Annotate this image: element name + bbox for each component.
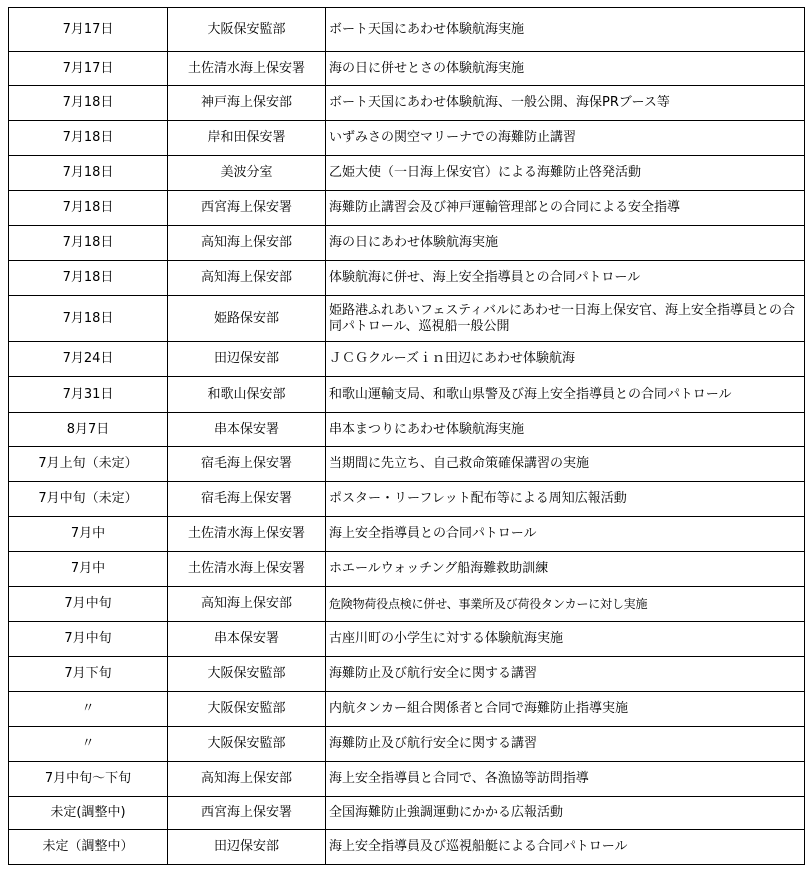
date-cell: 7月中旬	[9, 587, 168, 622]
activity-cell: 和歌山運輸支局、和歌山県警及び海上安全指導員との合同パトロール	[326, 377, 805, 413]
table-row	[9, 482, 805, 517]
office-cell: 土佐清水海上保安署	[168, 517, 326, 552]
office-cell: 串本保安署	[168, 413, 326, 447]
office-cell: 高知海上保安部	[168, 762, 326, 797]
table-row	[9, 552, 805, 587]
table-row	[9, 296, 805, 342]
table-row	[9, 797, 805, 830]
office-cell: 西宮海上保安署	[168, 797, 326, 830]
office-cell: 大阪保安監部	[168, 657, 326, 692]
activity-cell: ホエールウォッチング船海難救助訓練	[326, 552, 805, 587]
activity-cell: 内航タンカー組合関係者と合同で海難防止指導実施	[326, 692, 805, 727]
table-row	[9, 121, 805, 156]
office-cell: 岸和田保安署	[168, 121, 326, 156]
office-cell: 大阪保安監部	[168, 692, 326, 727]
office-cell: 高知海上保安部	[168, 587, 326, 622]
table-row	[9, 8, 805, 52]
activity-cell: 海難防止講習会及び神戸運輸管理部との合同による安全指導	[326, 191, 805, 226]
date-cell: 7月31日	[9, 377, 168, 413]
date-cell: 7月中旬	[9, 622, 168, 657]
activity-cell: ボート天国にあわせ体験航海、一般公開、海保PRブース等	[326, 86, 805, 121]
date-cell: 未定（調整中）	[9, 830, 168, 865]
activity-cell: 海難防止及び航行安全に関する講習	[326, 657, 805, 692]
table-row	[9, 692, 805, 727]
activity-cell: 海上安全指導員との合同パトロール	[326, 517, 805, 552]
date-cell: 7月中	[9, 517, 168, 552]
date-cell: 〃	[9, 727, 168, 762]
office-cell: 土佐清水海上保安署	[168, 552, 326, 587]
office-cell: 大阪保安監部	[168, 8, 326, 52]
date-cell: 7月17日	[9, 8, 168, 52]
date-cell: 7月18日	[9, 86, 168, 121]
activity-cell: 体験航海に併せ、海上安全指導員との合同パトロール	[326, 261, 805, 296]
table-row	[9, 261, 805, 296]
table-row	[9, 156, 805, 191]
activity-cell: 串本まつりにあわせ体験航海実施	[326, 413, 805, 447]
activity-cell: 乙姫大使（一日海上保安官）による海難防止啓発活動	[326, 156, 805, 191]
activity-cell: ＪＣＧクルーズｉｎ田辺にあわせ体験航海	[326, 342, 805, 377]
table-row	[9, 762, 805, 797]
activity-cell: 海上安全指導員と合同で、各漁協等訪問指導	[326, 762, 805, 797]
activity-cell: 海の日にあわせ体験航海実施	[326, 226, 805, 261]
activity-cell: 危険物荷役点検に併せ、事業所及び荷役タンカーに対し実施	[326, 587, 805, 622]
office-cell: 高知海上保安部	[168, 261, 326, 296]
table-row	[9, 226, 805, 261]
activity-cell: 海の日に併せとさの体験航海実施	[326, 52, 805, 86]
office-cell: 高知海上保安部	[168, 226, 326, 261]
date-cell: 8月7日	[9, 413, 168, 447]
office-cell: 神戸海上保安部	[168, 86, 326, 121]
office-cell: 美波分室	[168, 156, 326, 191]
date-cell: 7月中	[9, 552, 168, 587]
office-cell: 田辺保安部	[168, 830, 326, 865]
date-cell: 7月上旬（未定）	[9, 447, 168, 482]
table-row	[9, 86, 805, 121]
table-row	[9, 342, 805, 377]
activity-cell: 姫路港ふれあいフェスティバルにあわせ一日海上保安官、海上安全指導員との合同パトロール、巡視船一般公開	[326, 296, 805, 342]
date-cell: 7月中旬～下旬	[9, 762, 168, 797]
table-row	[9, 52, 805, 86]
activity-cell: いずみさの関空マリーナでの海難防止講習	[326, 121, 805, 156]
office-cell: 西宮海上保安署	[168, 191, 326, 226]
office-cell: 和歌山保安部	[168, 377, 326, 413]
date-cell: 〃	[9, 692, 168, 727]
office-cell: 宿毛海上保安署	[168, 447, 326, 482]
activity-cell: 海上安全指導員及び巡視船艇による合同パトロール	[326, 830, 805, 865]
table-row	[9, 413, 805, 447]
office-cell: 大阪保安監部	[168, 727, 326, 762]
table-row	[9, 587, 805, 622]
table-row	[9, 191, 805, 226]
activity-cell: 全国海難防止強調運動にかかる広報活動	[326, 797, 805, 830]
date-cell: 7月18日	[9, 156, 168, 191]
table-row	[9, 447, 805, 482]
office-cell: 田辺保安部	[168, 342, 326, 377]
office-cell: 串本保安署	[168, 622, 326, 657]
date-cell: 7月18日	[9, 261, 168, 296]
office-cell: 土佐清水海上保安署	[168, 52, 326, 86]
date-cell: 7月下旬	[9, 657, 168, 692]
activity-cell: 海難防止及び航行安全に関する講習	[326, 727, 805, 762]
activity-cell: 古座川町の小学生に対する体験航海実施	[326, 622, 805, 657]
date-cell: 未定(調整中)	[9, 797, 168, 830]
date-cell: 7月18日	[9, 296, 168, 342]
activity-cell: ポスター・リーフレット配布等による周知広報活動	[326, 482, 805, 517]
table-row	[9, 657, 805, 692]
schedule-table	[8, 7, 805, 865]
table-row	[9, 377, 805, 413]
date-cell: 7月17日	[9, 52, 168, 86]
date-cell: 7月18日	[9, 191, 168, 226]
table-row	[9, 727, 805, 762]
table-row	[9, 622, 805, 657]
date-cell: 7月中旬（未定）	[9, 482, 168, 517]
date-cell: 7月18日	[9, 121, 168, 156]
table-row	[9, 517, 805, 552]
date-cell: 7月18日	[9, 226, 168, 261]
activity-cell: 当期間に先立ち、自己救命策確保講習の実施	[326, 447, 805, 482]
schedule-table-body	[9, 8, 805, 865]
table-row	[9, 830, 805, 865]
activity-cell: ボート天国にあわせ体験航海実施	[326, 8, 805, 52]
date-cell: 7月24日	[9, 342, 168, 377]
office-cell: 姫路保安部	[168, 296, 326, 342]
office-cell: 宿毛海上保安署	[168, 482, 326, 517]
schedule-table-wrapper	[8, 7, 805, 865]
